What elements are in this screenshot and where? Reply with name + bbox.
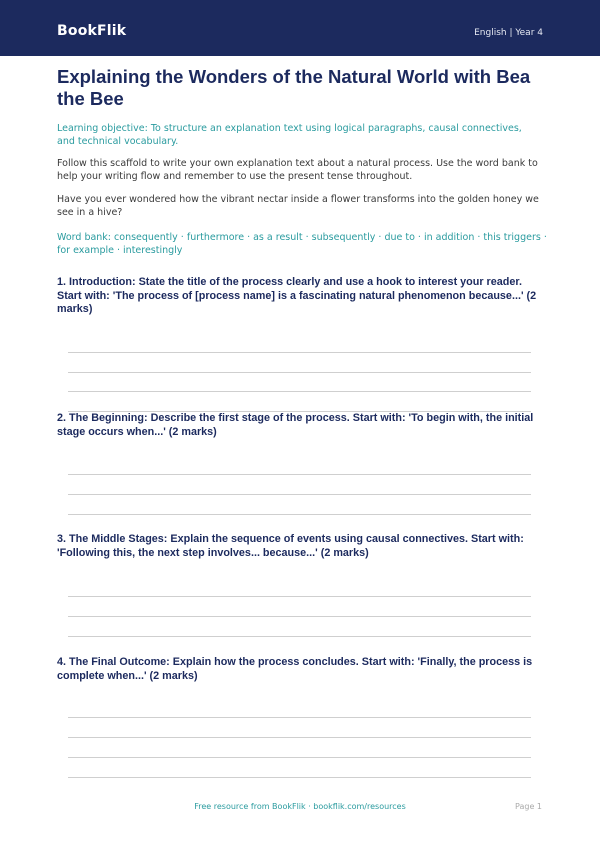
instructions-text: Follow this scaffold to write your own explanation text about a natural process. Use the word bank to help your writing flow and remember to use the present tense throughout. <box>57 158 538 182</box>
brand-logo[interactable]: BookFlik <box>57 23 127 39</box>
answer-line[interactable] <box>68 494 531 495</box>
answer-line[interactable] <box>68 391 531 392</box>
question-3: 3. The Middle Stages: Explain the sequence of events using causal connectives. Start with: 'Following this, the next step involves... because...' (2 marks) <box>57 533 524 559</box>
answer-line[interactable] <box>68 717 531 718</box>
answer-line[interactable] <box>68 514 531 515</box>
worksheet-title: Explaining the Wonders of the Natural World with Bea the Bee <box>57 66 531 109</box>
learning-objective: Learning objective: To structure an explanation text using logical paragraphs, causal connectives, and technical vocabulary. <box>57 123 522 147</box>
subject-year-label: English | Year 4 <box>474 28 543 38</box>
answer-line[interactable] <box>68 596 531 597</box>
page-number: Page 1 <box>515 802 542 811</box>
answer-line[interactable] <box>68 737 531 738</box>
word-bank: Word bank: consequently · furthermore · as a result · subsequently · due to · in addition · this triggers · for example · interestingly <box>57 232 547 256</box>
question-2: 2. The Beginning: Describe the first stage of the process. Start with: 'To begin with, the initial stage occurs when...' (2 marks) <box>57 412 534 438</box>
question-4: 4. The Final Outcome: Explain how the process concludes. Start with: 'Finally, the process is complete when...' (2 marks) <box>57 656 533 682</box>
answer-line[interactable] <box>68 474 531 475</box>
answer-line[interactable] <box>68 616 531 617</box>
answer-line[interactable] <box>68 636 531 637</box>
answer-line[interactable] <box>68 372 531 373</box>
header-bar <box>0 0 600 56</box>
question-1: 1. Introduction: State the title of the process clearly and use a hook to interest your reader. Start with: 'The process of [process name] is a fascinating natural phenomenon because...' (2 marks) <box>57 276 537 315</box>
hook-text: Have you ever wondered how the vibrant nectar inside a flower transforms into the golden honey we see in a hive? <box>57 194 539 218</box>
answer-line[interactable] <box>68 777 531 778</box>
answer-line[interactable] <box>68 757 531 758</box>
footer-link[interactable]: Free resource from BookFlik · bookflik.com/resources <box>194 802 406 811</box>
answer-line[interactable] <box>68 352 531 353</box>
